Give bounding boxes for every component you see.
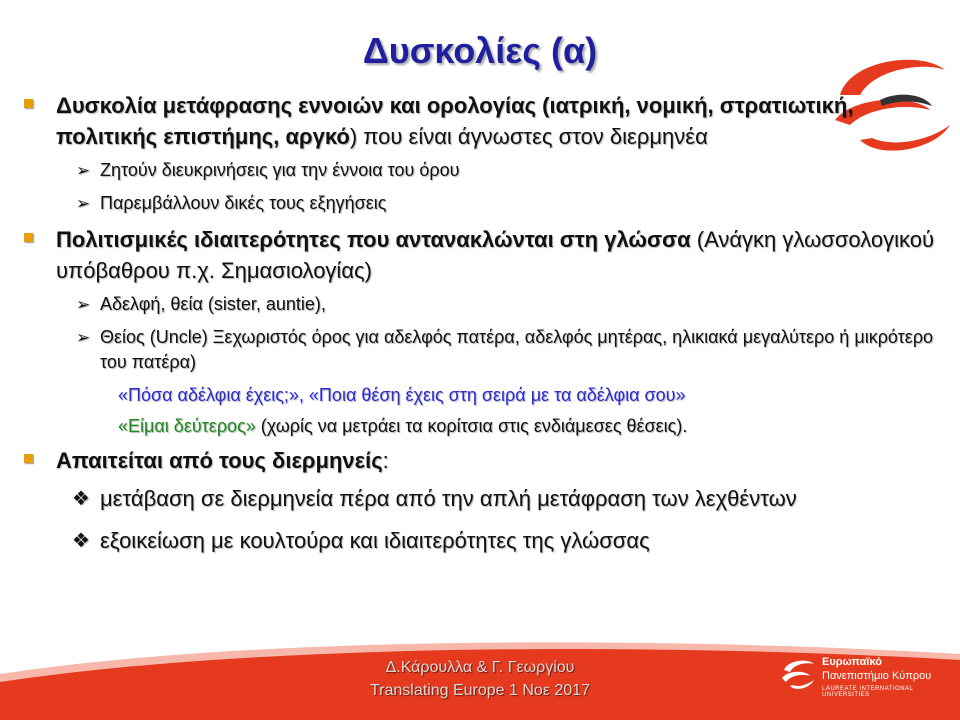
university-logo-footer <box>778 652 958 712</box>
diamond-bullet-icon: ❖ <box>72 488 90 510</box>
bullet-3-bold: Απαιτείται από τους διερμηνείς <box>56 448 383 473</box>
footer-event: Translating Europe 1 Νοε 2017 <box>369 682 590 699</box>
slide-content <box>20 90 940 568</box>
sub-bullet-text: Παρεμβάλλουν δικές τους εξηγήσεις <box>100 193 387 213</box>
sub-bullet-diamond <box>20 484 940 514</box>
bullet-1-normal: ) που είναι άγνωστες στον διερμηνέα <box>349 124 708 149</box>
footer-credits <box>300 656 660 702</box>
bullet-3 <box>20 445 940 476</box>
logo-line-1: Ευρωπαϊκό <box>822 656 882 668</box>
sub-bullet <box>20 325 940 375</box>
sub-bullet-text: Ζητούν διευκρινήσεις για την έννοια του όρου <box>100 160 460 180</box>
sub-bullet <box>20 292 940 317</box>
sub-bullet <box>20 191 940 216</box>
quote-rest: (χωρίς να μετράει τα κορίτσια στις ενδιάμεσες θέσεις). <box>255 416 688 436</box>
bullet-2-bold: Πολιτισμικές ιδιαιτερότητες που αντανακλώνται στη γλώσσα <box>56 227 691 252</box>
diamond-bullet-icon: ❖ <box>72 530 90 552</box>
sub-bullet-text: μετάβαση σε διερμηνεία πέρα από την απλή μετάφραση των λεχθέντων <box>100 486 797 511</box>
arrow-bullet-icon: ➢ <box>76 295 91 314</box>
quote-green: «Είμαι δεύτερος» <box>118 416 256 436</box>
quote-line-1: «Πόσα αδέλφια έχεις;», «Ποια θέση έχεις στη σειρά με τα αδέλφια σου» <box>118 385 686 405</box>
bullet-3-normal: : <box>382 448 389 473</box>
arrow-bullet-icon: ➢ <box>76 194 91 213</box>
bullet-2 <box>20 224 940 286</box>
bullet-1-bold: Δυσκολία μετάφρασης εννοιών και ορολογίας (ιατρική, νομική, στρατιωτική, πολιτικής επιστήμης, αργκό <box>56 93 854 149</box>
logo-line-2: Πανεπιστήμιο Κύπρου <box>822 670 932 682</box>
quote-line-2 <box>20 414 940 439</box>
bullet-1 <box>20 90 940 152</box>
arrow-bullet-icon: ➢ <box>76 161 91 180</box>
sub-bullet-text: εξοικείωση με κουλτούρα και ιδιαιτερότητες της γλώσσας <box>100 528 650 553</box>
bullet-2-normal: (Ανάγκη γλωσσολογικού υπόβαθρου π.χ. Σημασιολογίας) <box>56 227 935 283</box>
sub-bullet-text: Θείος (Uncle) Ξεχωριστός όρος για αδελφός πατέρα, αδελφός μητέρας, ηλικιακά μεγαλύτερο ή μικρότερο του πατέρα) <box>100 327 934 372</box>
footer-authors: Δ.Κάρουλλα & Γ. Γεωργίου <box>385 659 575 676</box>
square-bullet-icon <box>24 233 33 242</box>
sub-bullet <box>20 158 940 183</box>
square-bullet-icon <box>24 454 33 463</box>
square-bullet-icon <box>24 99 33 108</box>
logo-line-3: LAUREATE INTERNATIONAL UNIVERSITIES <box>822 686 914 698</box>
sub-bullet-diamond <box>20 526 940 556</box>
sub-bullet-text: Αδελφή, θεία (sister, auntie), <box>100 294 326 314</box>
arrow-bullet-icon: ➢ <box>76 328 91 347</box>
university-emblem-icon <box>778 654 818 694</box>
page-title: Δυσκολίες (α) <box>362 30 598 71</box>
